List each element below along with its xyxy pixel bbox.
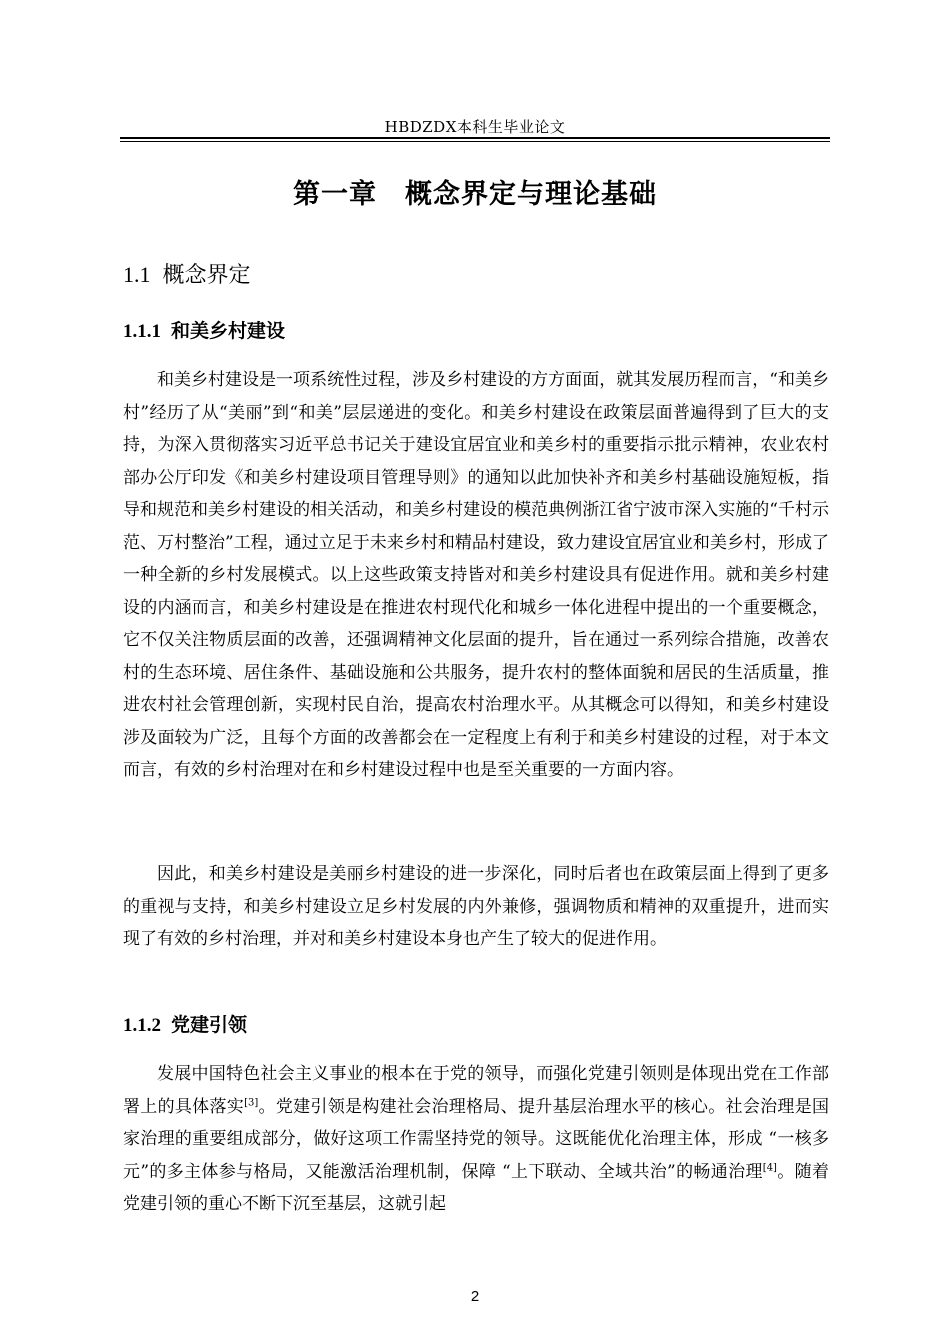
paragraph-text: 发展中国特色社会主义事业的根本在于党的领导，而强化党建引领则是体现出党在工作部署上的具体落实	[123, 1064, 829, 1117]
section-title: 概念界定	[162, 263, 251, 288]
subsection-number: 1.1.1	[123, 321, 161, 342]
subsection-number: 1.1.2	[123, 1015, 161, 1036]
header-rule-thick	[120, 137, 830, 139]
chapter-title: 第一章 概念界定与理论基础	[293, 179, 657, 210]
section-heading-1-1	[123, 258, 251, 289]
page-number: 2	[470, 1288, 480, 1305]
paragraph-text: 。党建引领是构建社会治理格局、提升基层治理水平的核心。社会治理是国家治理的重要组成部分，做好这项工作需坚持党的领导。这既能优化治理主体，形成 “一核多元”的多主体参与格局，又能激活治理机制，保障 “上下联动、全域共治”的畅通治理	[123, 1096, 830, 1182]
subsection-heading-1-1-2	[123, 1010, 247, 1037]
running-header: HBDZDX本科生毕业论文	[384, 118, 566, 136]
body-paragraph: 和美乡村建设是一项系统性过程，涉及乡村建设的方方面面，就其发展历程而言，“和美乡村”经历了从“美丽”到“和美”层层递进的变化。和美乡村建设在政策层面普遍得到了巨大的支持，为深入贯彻落实习近平总书记关于建设宜居宜业和美乡村的重要指示批示精神，农业农村部办公厅印发《和美乡村建设项目管理导则》的通知以此加快补齐和美乡村基础设施短板，指导和规范和美乡村建设的相关活动，和美乡村建设的模范典例浙江省宁波市深入实施的“千村示范、万村整治”工程，通过立足于未来乡村和精品村建设，致力建设宜居宜业和美乡村，形成了一种全新的乡村发展模式。以上这些政策支持皆对和美乡村建设具有促进作用。就和美乡村建设的内涵而言，和美乡村建设是在推进农村现代化和城乡一体化进程中提出的一个重要概念，它不仅关注物质层面的改善，还强调精神文化层面的提升，旨在通过一系列综合措施，改善农村的生态环境、居住条件、基础设施和公共服务，提升农村的整体面貌和居民的生活质量，推进农村社会管理创新，实现村民自治，提高农村治理水平。从其概念可以得知，和美乡村建设涉及面较为广泛，且每个方面的改善都会在一定程度上有利于和美乡村建设的过程，对于本文而言，有效的乡村治理对在和乡村建设过程中也是至关重要的一方面内容。	[123, 370, 829, 780]
header-rule-thin	[120, 141, 830, 142]
paragraph-text: 。随着党建引领的重心不断下沉至基层，这就引起	[123, 1161, 829, 1214]
subsection-heading-1-1-1	[123, 316, 285, 343]
section-number: 1.1	[123, 262, 151, 287]
subsection-title: 党建引领	[171, 1014, 248, 1036]
citation-ref[interactable]: [4]	[762, 1161, 777, 1173]
citation-ref[interactable]: [3]	[244, 1096, 259, 1108]
body-paragraph: 因此，和美乡村建设是美丽乡村建设的进一步深化，同时后者也在政策层面上得到了更多的重视与支持，和美乡村建设立足乡村发展的内外兼修，强调物质和精神的双重提升，进而实现了有效的乡村治理，并对和美乡村建设本身也产生了较大的促进作用。	[123, 864, 829, 949]
subsection-title: 和美乡村建设	[171, 320, 286, 342]
body-paragraph	[123, 1058, 829, 1221]
